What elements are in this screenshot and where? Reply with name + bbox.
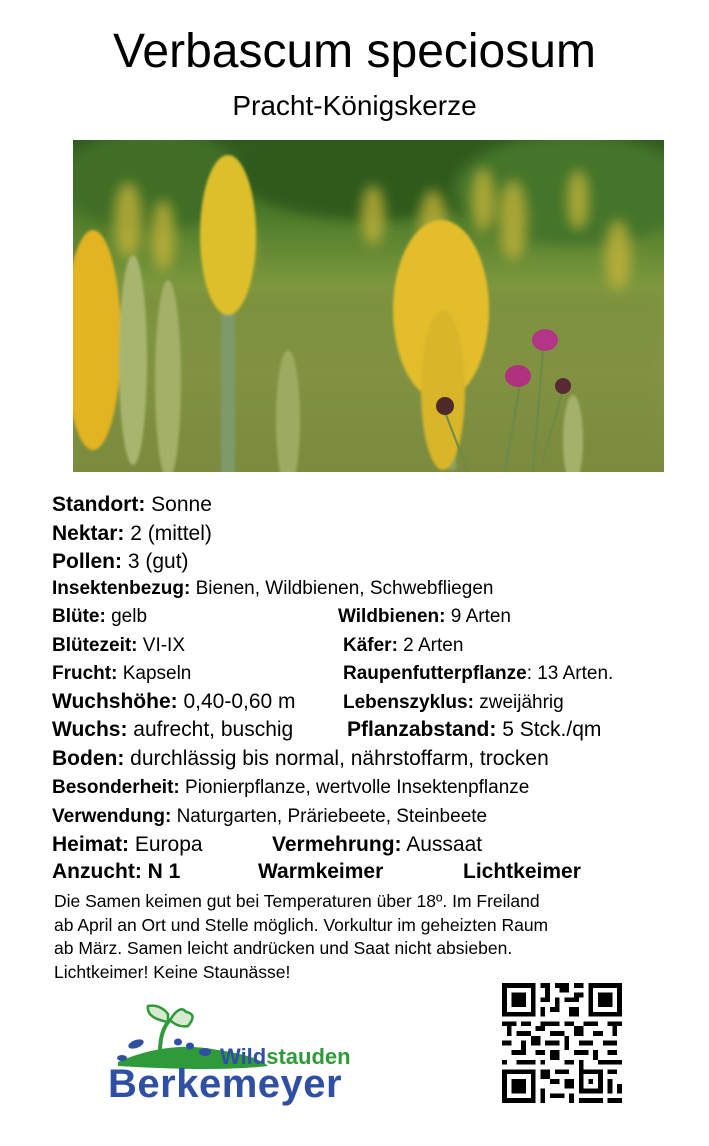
instruction-line: ab April an Ort und Stelle möglich. Vorkultur im geheizten Raum <box>54 914 549 935</box>
label-bluetezeit: Blütezeit: <box>52 635 138 656</box>
attr-wuchs <box>52 717 293 743</box>
attr-lichtkeimer: Lichtkeimer <box>463 860 581 883</box>
value-bluete: gelb <box>105 606 148 627</box>
label-wuchshoehe: Wuchshöhe: <box>52 690 178 713</box>
logo-brand: Berkemeyer <box>108 1062 343 1106</box>
value-insektenbezug: Bienen, Wildbienen, Schwebfliegen <box>190 578 494 599</box>
attr-vermehrung <box>272 832 482 858</box>
attr-insektenbezug <box>52 577 493 601</box>
value-vermehrung: Aussaat <box>401 833 483 856</box>
label-pflanzabstand: Pflanzabstand: <box>347 718 497 741</box>
attr-nektar <box>52 521 212 547</box>
common-name: Pracht-Königskerze <box>232 90 477 121</box>
value-besonderheit: Pionierpflanze, wertvolle Insektenpflanze <box>179 777 530 798</box>
label-standort: Standort: <box>52 493 146 516</box>
attr-raupenfutterpflanze <box>343 662 613 686</box>
value-wuchs: aufrecht, buschig <box>127 718 294 741</box>
attr-besonderheit <box>52 776 529 800</box>
value-kaefer: 2 Arten <box>397 635 464 656</box>
label-kaefer: Käfer: <box>343 635 398 656</box>
label-vermehrung: Vermehrung: <box>272 833 402 856</box>
attr-verwendung <box>52 805 487 829</box>
plant-photo <box>73 140 664 472</box>
attr-pflanzabstand <box>347 717 601 743</box>
instruction-line: Lichtkeimer! Keine Staunässe! <box>54 961 291 982</box>
brand-logo <box>108 1000 358 1110</box>
attr-wuchshoehe <box>52 689 296 715</box>
label-lebenszyklus: Lebenszyklus: <box>343 692 474 713</box>
label-bluete: Blüte: <box>52 606 106 627</box>
attr-anzucht: Anzucht: N 1 <box>52 860 181 883</box>
value-boden: durchlässig bis normal, nährstoffarm, trocken <box>124 747 549 770</box>
value-wuchshoehe: 0,40-0,60 m <box>177 690 296 713</box>
value-pollen: 3 (gut) <box>122 550 189 573</box>
label-frucht: Frucht: <box>52 663 118 684</box>
attr-pollen <box>52 549 189 575</box>
value-heimat: Europa <box>129 833 203 856</box>
attr-wildbienen <box>338 605 511 629</box>
sowing-instructions <box>54 890 654 984</box>
attr-kaefer <box>343 634 463 658</box>
attr-lebenszyklus <box>343 691 564 715</box>
label-pollen: Pollen: <box>52 550 123 573</box>
label-raupenfutterpflanze: Raupenfutterpflanze <box>343 663 527 684</box>
attr-bluetezeit <box>52 634 185 658</box>
instruction-line: ab März. Samen leicht andrücken und Saat nicht absieben. <box>54 938 513 958</box>
value-nektar: 2 (mittel) <box>124 522 212 545</box>
label-besonderheit: Besonderheit: <box>52 777 180 798</box>
attr-heimat <box>52 832 203 858</box>
value-pflanzabstand: 5 Stck./qm <box>496 718 602 741</box>
attr-frucht <box>52 662 191 686</box>
value-lebenszyklus: zweijährig <box>473 692 564 713</box>
instruction-line: Die Samen keimen gut bei Temperaturen über 18º. Im Freiland <box>54 891 540 911</box>
attr-boden <box>52 746 549 772</box>
value-wildbienen: 9 Arten <box>445 606 511 627</box>
label-wildbienen: Wildbienen: <box>338 606 446 627</box>
logo-wild: Wild <box>220 1044 267 1069</box>
qr-code-icon <box>502 983 622 1103</box>
label-wuchs: Wuchs: <box>52 718 128 741</box>
botanical-name: Verbascum speciosum <box>113 25 596 78</box>
label-nektar: Nektar: <box>52 522 125 545</box>
attr-bluete <box>52 605 147 629</box>
label-heimat: Heimat: <box>52 833 130 856</box>
value-frucht: Kapseln <box>117 663 192 684</box>
attr-standort <box>52 492 212 518</box>
label-insektenbezug: Insektenbezug: <box>52 578 191 599</box>
logo-stauden: stauden <box>266 1044 351 1069</box>
attr-warmkeimer: Warmkeimer <box>258 860 384 883</box>
value-raupenfutterpflanze: : 13 Arten. <box>526 663 614 684</box>
label-verwendung: Verwendung: <box>52 806 172 827</box>
value-bluetezeit: VI-IX <box>137 635 186 656</box>
value-verwendung: Naturgarten, Präriebeete, Steinbeete <box>171 806 488 827</box>
qr-code[interactable] <box>502 983 622 1103</box>
label-boden: Boden: <box>52 747 125 770</box>
value-standort: Sonne <box>145 493 212 516</box>
